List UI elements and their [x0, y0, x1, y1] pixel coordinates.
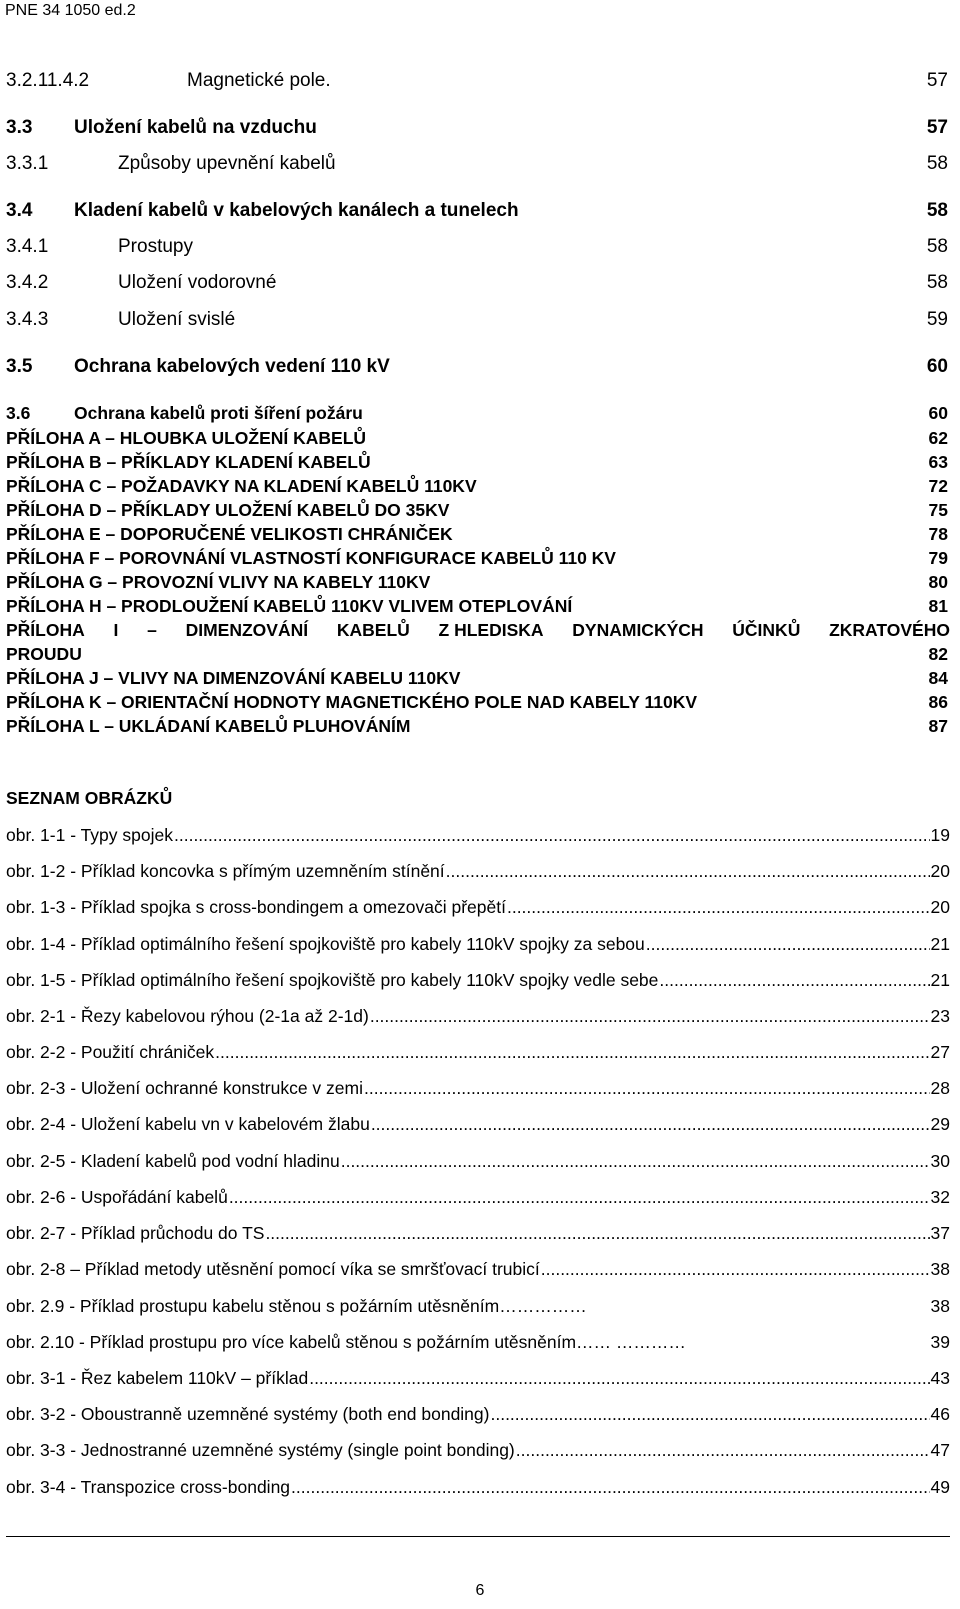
appendix-page: 87 [928, 716, 948, 736]
appendix-page: 82 [928, 644, 948, 664]
figure-entry[interactable] [6, 1114, 950, 1135]
figure-title: obr. 3-1 - Řez kabelem 110kV – příklad [6, 1368, 309, 1388]
figure-entry[interactable] [6, 1151, 950, 1172]
figure-entry[interactable] [6, 1259, 950, 1280]
figure-title: obr. 1-1 - Typy spojek [6, 825, 173, 845]
figure-entry[interactable] [6, 1223, 950, 1244]
dot-leader [309, 1368, 929, 1389]
figure-title: obr. 2.10 - Příklad prostupu pro více kabelů stěnou s požárním utěsněním…… ………… [6, 1332, 686, 1352]
dot-leader [370, 1006, 930, 1027]
figure-entry[interactable] [6, 1404, 950, 1425]
appendix-entry[interactable] [6, 476, 956, 497]
document-header: PNE 34 1050 ed.2 [5, 2, 136, 19]
appendix-page: 84 [928, 668, 948, 688]
toc-title: Magnetické pole. [187, 70, 331, 91]
appendix-page: 72 [928, 476, 948, 496]
toc-number: 3.4 [6, 200, 33, 221]
figure-page: 38 [930, 1259, 950, 1279]
appendix-title: PŘÍLOHA H – PRODLOUŽENÍ KABELŮ 110KV VLIVEM OTEPLOVÁNÍ [6, 596, 573, 616]
figure-page: 27 [930, 1042, 950, 1062]
toc-page: 57 [926, 117, 948, 138]
figure-page: 28 [930, 1078, 950, 1098]
figure-page: 39 [930, 1332, 950, 1352]
figure-title: obr. 3-4 - Transpozice cross-bonding [6, 1477, 291, 1497]
figure-page: 23 [930, 1006, 950, 1026]
toc-page: 58 [926, 236, 948, 257]
dot-leader [446, 861, 930, 882]
appendix-title: PŘÍLOHA D – PŘÍKLADY ULOŽENÍ KABELŮ DO 35KV [6, 500, 450, 520]
figure-entry[interactable] [6, 1440, 950, 1461]
appendix-entry[interactable] [6, 548, 956, 569]
dot-leader [541, 1259, 930, 1280]
appendix-word: PŘÍLOHA [6, 620, 85, 640]
appendix-page: 78 [928, 524, 948, 544]
appendix-title: PŘÍLOHA K – ORIENTAČNÍ HODNOTY MAGNETICKÉHO POLE NAD KABELY 110KV [6, 692, 698, 712]
appendix-entry-i-line1[interactable] [6, 620, 950, 641]
appendix-entry[interactable] [6, 668, 956, 689]
dot-leader [265, 1223, 929, 1244]
figure-title: obr. 1-3 - Příklad spojka s cross-bondingem a omezovači přepětí [6, 897, 506, 917]
figure-title: obr. 2-8 – Příklad metody utěsnění pomocí víka se smršťovací trubicí [6, 1259, 540, 1279]
figure-page: 19 [930, 825, 950, 845]
figure-entry[interactable] [6, 1332, 950, 1353]
figure-page: 21 [930, 934, 950, 954]
toc-number: 3.4.2 [6, 272, 49, 293]
toc-number: 3.4.1 [6, 236, 49, 257]
figure-entry[interactable] [6, 1296, 950, 1317]
appendix-entry[interactable] [6, 692, 956, 713]
figure-title: obr. 2-6 - Uspořádání kabelů [6, 1187, 228, 1207]
figure-page: 49 [930, 1477, 950, 1497]
toc-title: Uložení svislé [118, 309, 236, 330]
toc-page: 58 [926, 200, 948, 221]
toc-title: Ochrana kabelů proti šíření požáru [74, 403, 363, 423]
appendix-entry[interactable] [6, 500, 956, 521]
appendix-title: PŘÍLOHA E – DOPORUČENÉ VELIKOSTI CHRÁNIČEK [6, 524, 453, 544]
figure-title: obr. 2-1 - Řezy kabelovou rýhou (2-1a až 2-1d) [6, 1006, 369, 1026]
toc-number: 3.3 [6, 117, 33, 138]
figure-page: 32 [930, 1187, 950, 1207]
figure-entry[interactable] [6, 1477, 950, 1498]
toc-title: Uložení vodorovné [118, 272, 277, 293]
appendix-word: – [147, 620, 157, 640]
appendix-entry[interactable] [6, 572, 956, 593]
figure-title: obr. 1-5 - Příklad optimálního řešení spojkoviště pro kabely 110kV spojky vedle sebe [6, 970, 659, 990]
dot-leader [371, 1114, 930, 1135]
appendix-title: PŘÍLOHA C – POŽADAVKY NA KLADENÍ KABELŮ 110KV [6, 476, 477, 496]
figure-page: 43 [930, 1368, 950, 1388]
appendix-word: ZKRATOVÉHO [829, 620, 950, 640]
appendix-page: 81 [928, 596, 948, 616]
appendix-word: ÚČINKŮ [732, 620, 801, 640]
figure-page: 21 [930, 970, 950, 990]
toc-number: 3.3.1 [6, 153, 49, 174]
appendix-entry[interactable] [6, 524, 956, 545]
figure-entry[interactable] [6, 1042, 950, 1063]
dot-leader [490, 1404, 929, 1425]
dot-leader [174, 825, 930, 846]
figure-title: obr. 1-4 - Příklad optimálního řešení spojkoviště pro kabely 110kV spojky za sebou [6, 934, 645, 954]
appendix-entry[interactable] [6, 716, 956, 737]
dot-leader [291, 1477, 929, 1498]
figure-page: 20 [930, 897, 950, 917]
figure-entry[interactable] [6, 1078, 950, 1099]
figure-entry[interactable] [6, 970, 950, 991]
appendix-entry[interactable] [6, 452, 956, 473]
toc-title: Uložení kabelů na vzduchu [74, 117, 317, 138]
dot-leader [507, 897, 930, 918]
appendix-title: PŘÍLOHA J – VLIVY NA DIMENZOVÁNÍ KABELU 110KV [6, 668, 461, 688]
appendix-page: 62 [928, 428, 948, 448]
figure-entry[interactable] [6, 897, 950, 918]
figure-page: 47 [930, 1440, 950, 1460]
appendix-page: 86 [928, 692, 948, 712]
toc-number: 3.6 [6, 403, 31, 423]
toc-title: Způsoby upevnění kabelů [118, 153, 336, 174]
appendix-page: 75 [928, 500, 948, 520]
figure-page: 20 [930, 861, 950, 881]
toc-page: 58 [926, 153, 948, 174]
figure-page: 30 [930, 1151, 950, 1171]
figure-title: obr. 2-4 - Uložení kabelu vn v kabelovém žlabu [6, 1114, 370, 1134]
toc-page: 58 [926, 272, 948, 293]
figure-entry[interactable] [6, 1187, 950, 1208]
page-number: 6 [475, 1582, 485, 1599]
appendix-title: PŘÍLOHA G – PROVOZNÍ VLIVY NA KABELY 110KV [6, 572, 431, 592]
appendix-title: PŘÍLOHA F – POROVNÁNÍ VLASTNOSTÍ KONFIGURACE KABELŮ 110 KV [6, 548, 616, 568]
figure-page: 37 [930, 1223, 950, 1243]
figure-title: obr. 2-7 - Příklad průchodu do TS [6, 1223, 265, 1243]
appendix-entry-i-line2[interactable] [6, 644, 956, 665]
toc-title: Kladení kabelů v kabelových kanálech a tunelech [74, 200, 519, 221]
figure-page: 38 [930, 1296, 950, 1316]
appendix-word: I [113, 620, 119, 640]
dot-leader [341, 1151, 930, 1172]
appendix-entry[interactable] [6, 596, 956, 617]
toc-page: 57 [926, 70, 948, 91]
appendix-page: 80 [928, 572, 948, 592]
appendix-title: PROUDU [6, 644, 82, 664]
dot-leader [229, 1187, 930, 1208]
toc-title: Prostupy [118, 236, 193, 257]
footer-divider [6, 1536, 950, 1537]
appendix-title: PŘÍLOHA A – HLOUBKA ULOŽENÍ KABELŮ [6, 428, 367, 448]
appendix-entry[interactable] [6, 428, 956, 449]
dot-leader [215, 1042, 929, 1063]
dot-leader [516, 1440, 930, 1461]
appendix-title: PŘÍLOHA L – UKLÁDANÍ KABELŮ PLUHOVÁNÍM [6, 716, 411, 736]
figure-title: obr. 2.9 - Příklad prostupu kabelu stěnou s požárním utěsněním…………… [6, 1296, 587, 1316]
figure-title: obr. 3-3 - Jednostranné uzemněné systémy (single point bonding) [6, 1440, 515, 1460]
toc-number: 3.4.3 [6, 309, 49, 330]
toc-title: Ochrana kabelových vedení 110 kV [74, 356, 390, 377]
appendix-page: 63 [928, 452, 948, 472]
appendix-word: Z HLEDISKA [438, 620, 544, 640]
figure-entry[interactable] [6, 825, 950, 846]
figure-entry[interactable] [6, 861, 950, 882]
figure-title: obr. 2-3 - Uložení ochranné konstrukce v zemi [6, 1078, 363, 1098]
figure-page: 29 [930, 1114, 950, 1134]
figure-entry[interactable] [6, 934, 950, 955]
figure-entry[interactable] [6, 1006, 950, 1027]
appendix-word: DYNAMICKÝCH [572, 620, 704, 640]
figure-title: obr. 2-2 - Použití chrániček [6, 1042, 215, 1062]
figure-page: 46 [930, 1404, 950, 1424]
appendix-word: DIMENZOVÁNÍ [185, 620, 309, 640]
figures-list-title: SEZNAM OBRÁZKŮ [6, 788, 173, 808]
toc-page: 59 [926, 309, 948, 330]
appendix-page: 79 [928, 548, 948, 568]
figure-title: obr. 2-5 - Kladení kabelů pod vodní hladinu [6, 1151, 340, 1171]
toc-number: 3.5 [6, 356, 33, 377]
figure-title: obr. 3-2 - Oboustranně uzemněné systémy (both end bonding) [6, 1404, 490, 1424]
toc-number: 3.2.11.4.2 [6, 70, 90, 91]
dot-leader [659, 970, 929, 991]
toc-page: 60 [926, 356, 948, 377]
appendix-word: KABELŮ [336, 620, 410, 640]
figure-title: obr. 1-2 - Příklad koncovka s přímým uzemněním stínění [6, 861, 445, 881]
appendix-title: PŘÍLOHA B – PŘÍKLADY KLADENÍ KABELŮ [6, 452, 371, 472]
toc-page: 60 [928, 403, 948, 423]
figure-entry[interactable] [6, 1368, 950, 1389]
dot-leader [646, 934, 930, 955]
dot-leader [364, 1078, 930, 1099]
